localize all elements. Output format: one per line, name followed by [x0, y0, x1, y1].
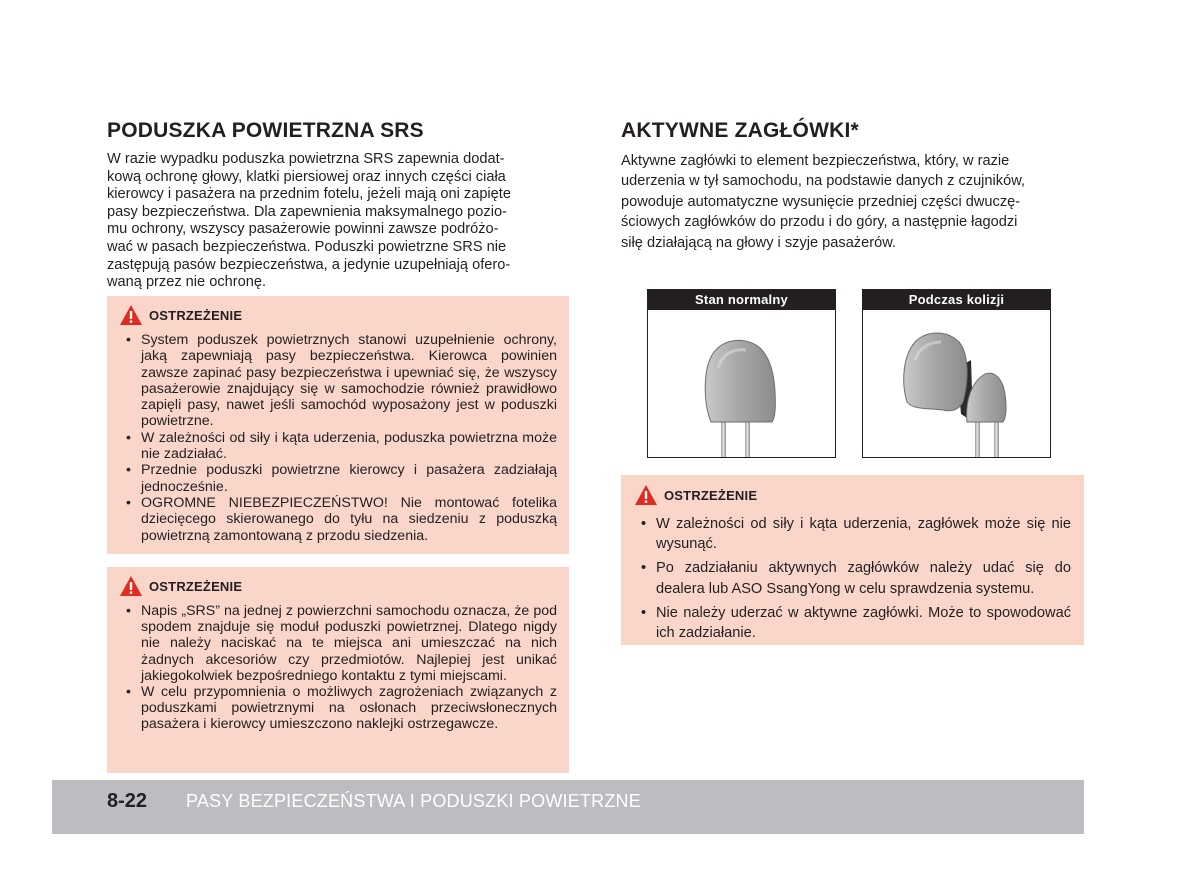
body-line: ściowych zagłówków do przodu i do góry, a następnie łagodzi — [621, 214, 1018, 231]
warning-item: • W zależności od siły i kąta uderzenia, zagłówek może się nie wysunąć. — [634, 514, 1071, 554]
page-number: 8-22 — [107, 790, 148, 812]
warning-triangle-icon — [119, 575, 143, 597]
warning-box-srs-2 — [107, 567, 569, 773]
headrest-collision-illustration — [863, 310, 1050, 457]
right-column — [621, 116, 1084, 253]
warning-title: OSTRZEŻENIE — [149, 578, 243, 594]
left-column — [107, 116, 569, 292]
warning-list — [119, 332, 557, 544]
warning-header — [634, 484, 1071, 506]
warning-header — [119, 575, 557, 597]
body-line: pasy bezpieczeństwa. Dla zapewnienia maksymalnego pozio- — [107, 203, 507, 220]
body-line: powoduje automatyczne wysunięcie przedniej części dwuczę- — [621, 193, 1021, 210]
body-line: waną przez nie ochronę. — [107, 274, 267, 291]
figure-caption: Podczas kolizji — [863, 290, 1050, 310]
body-line: zastępują pasów bezpieczeństwa, a jedynie uzupełniają ofero- — [107, 256, 511, 273]
body-line: kową ochronę głowy, klatki piersiowej oraz innych części ciała — [107, 168, 506, 185]
figure-headrest-collision — [862, 289, 1051, 458]
headrest-normal-illustration — [648, 310, 835, 457]
body-line: wać w pasach bezpieczeństwa. Poduszki powietrzne SRS nie — [107, 238, 507, 255]
figure-headrest-normal — [647, 289, 836, 458]
warning-title: OSTRZEŻENIE — [149, 307, 243, 323]
warning-box-srs-1 — [107, 296, 569, 554]
warning-item: • W celu przypomnienia o możliwych zagrożeniach związanych z poduszkami powietrznymi na osłonach przeciwsłonecznych pasażera i kierowcy umieszczono naklejki ostrzegawcze. — [119, 684, 557, 733]
chapter-title: PASY BEZPIECZEŃSTWA I PODUSZKI POWIETRZNE — [186, 791, 641, 811]
warning-item: • Przednie poduszki powietrzne kierowcy i pasażera zadziałają jednocześnie. — [119, 462, 557, 495]
body-line: siłę działającą na głowy i szyje pasażerów. — [621, 234, 896, 251]
srs-body-text — [107, 151, 569, 292]
body-line: Aktywne zagłówki to element bezpieczeństwa, który, w razie — [621, 153, 1010, 169]
warning-item: • Napis „SRS” na jednej z powierzchni samochodu oznacza, że pod spodem znajduje się moduł poduszki powietrznej. Dlatego nigdy nie należy naciskać na te miejsca ani umieszczać na nich żadnych akcesoriów czy przedmiotów. Najlepiej jest unikać jakiegokolwiek bezpośredniego kontaktu z tymi miejscami. — [119, 603, 557, 684]
body-line: uderzenia w tył samochodu, na podstawie danych z czujników, — [621, 173, 1025, 190]
warning-item: • System poduszek powietrznych stanowi uzupełnienie ochrony, jaką zapewniają pasy bezpieczeństwa. Kierowca powinien zawsze zapinać pasy bezpieczeństwa i upewniać się, że wszyscy pasażerowie znajdujący się w samochodzie również prawidłowo zapięli pasy, nawet jeśli samochód wyposażony jest w poduszki powietrzne. — [119, 332, 557, 430]
warning-header — [119, 304, 557, 326]
body-line: W razie wypadku poduszka powietrzna SRS zapewnia dodat- — [107, 151, 505, 167]
warning-item: • OGROMNE NIEBEZPIECZEŃSTWO! Nie montować fotelika dziecięcego skierowanego do tyłu na siedzeniu z poduszką powietrzną zamontowaną z przodu siedzenia. — [119, 495, 557, 544]
section-title-active-headrests: AKTYWNE ZAGŁÓWKI* — [621, 119, 859, 142]
section-title-srs: PODUSZKA POWIETRZNA SRS — [107, 119, 424, 142]
warning-list — [634, 514, 1071, 643]
headrest-body-text — [621, 151, 1084, 253]
body-line: mu ochrony, wszyscy pasażerowie powinni zawsze podróżo- — [107, 221, 499, 238]
warning-box-headrest — [621, 475, 1084, 645]
warning-item: • Nie należy uderzać w aktywne zagłówki. Może to spowodować ich zadziałanie. — [634, 603, 1071, 643]
page-footer — [52, 780, 1084, 834]
figure-caption: Stan normalny — [648, 290, 835, 310]
warning-triangle-icon — [119, 304, 143, 326]
warning-list — [119, 603, 557, 733]
warning-item: • W zależności od siły i kąta uderzenia, poduszka powietrzna może nie zadziałać. — [119, 430, 557, 463]
body-line: kierowcy i pasażera na przednim fotelu, jeżeli mają oni zapięte — [107, 186, 511, 203]
warning-item: • Po zadziałaniu aktywnych zagłówków należy udać się do dealera lub ASO SsangYong w celu sprawdzenia systemu. — [634, 558, 1071, 598]
warning-triangle-icon — [634, 484, 658, 506]
warning-title: OSTRZEŻENIE — [664, 487, 758, 503]
